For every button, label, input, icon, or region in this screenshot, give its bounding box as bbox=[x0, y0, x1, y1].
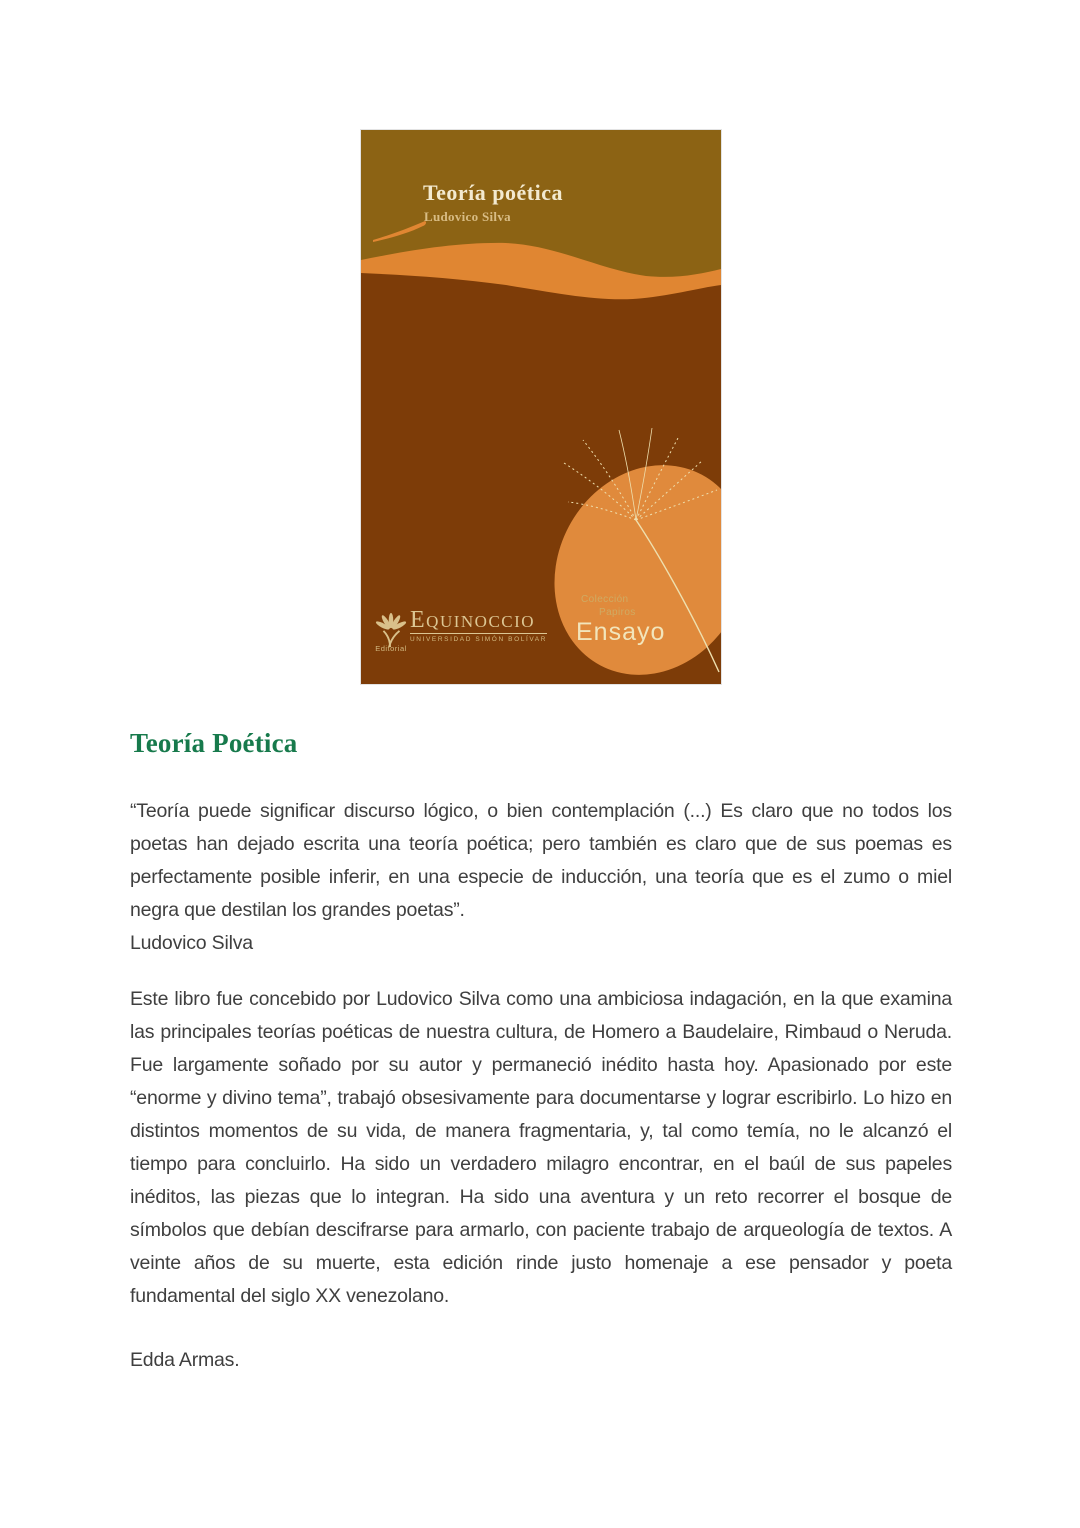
equinoccio-tree-icon bbox=[374, 610, 408, 648]
page-title: Teoría Poética bbox=[130, 728, 298, 758]
collection-series: Ensayo bbox=[576, 618, 666, 646]
cover-title: Teoría poética bbox=[423, 180, 563, 205]
cover-author: Ludovico Silva bbox=[424, 209, 511, 224]
description-paragraph: Este libro fue concebido por Ludovico Silva como una ambiciosa indagación, en la que examina las principales teorías poéticas de nuestra cultura, de Homero a Baudelaire, Rimbaud o Neruda. Fue largamente soñado por su autor y permaneció inédito hasta hoy. Apasionado por este “enorme y divino tema”, trabajó obsesivamente para documentarse y lograr escribirlo. Lo hizo en distintos momentos de su vida, de manera fragmentaria, y, tal como temía, no le alcanzó el tiempo para concluirlo. Ha sido un verdadero milagro encontrar, en el baúl de sus papeles inéditos, las piezas que lo integran. Ha sido una aventura y un reto recorrer el bosque de símbolos que debían descifrarse para armarlo, con paciente trabajo de arqueología de textos. A veinte años de su muerte, esta edición rinde justo homenaje a ese pensador y poeta fundamental del siglo XX venezolano. bbox=[130, 988, 952, 1307]
collection-label2: Papiros bbox=[599, 607, 636, 618]
article bbox=[130, 728, 952, 1377]
quote-paragraph: “Teoría puede significar discurso lógico, o bien contemplación (...) Es claro que no todos los poetas han dejado escrita una teoría poética; pero también es claro que de sus poemas es perfectamente posible inferir, en una especie de inducción, una teoría que es el zumo o miel negra que destilan los grandes poetas”. bbox=[130, 800, 952, 921]
book-cover-image bbox=[361, 130, 721, 684]
cover-artwork bbox=[361, 130, 721, 684]
collection-label: Colección bbox=[581, 594, 629, 605]
publisher-subtitle: UNIVERSIDAD SIMÓN BOLÍVAR bbox=[410, 636, 548, 643]
publisher-name: EQUINOCCIO bbox=[410, 610, 547, 634]
publisher-editorial-label: Editorial bbox=[375, 644, 407, 653]
quote-attribution: Ludovico Silva bbox=[130, 932, 253, 954]
signature: Edda Armas. bbox=[130, 1349, 240, 1371]
publisher-logo bbox=[374, 607, 548, 653]
